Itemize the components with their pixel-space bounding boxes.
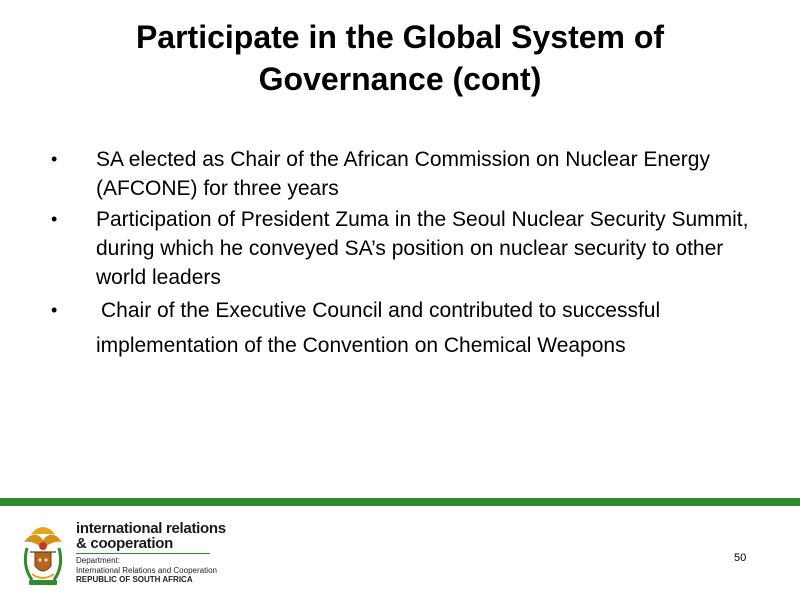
bullet-dot-icon: • <box>51 209 58 229</box>
department-block <box>76 556 217 585</box>
bullet-dot-icon: • <box>51 300 58 320</box>
south-africa-coat-of-arms-icon <box>18 522 68 588</box>
bullet-item-seoul-summit <box>0 205 800 292</box>
bullet-continuation-chemical-weapons <box>0 331 800 360</box>
bullet-text-seoul-summit: Participation of President Zuma in the Seoul Nuclear Security Summit, during which he conveyed SA’s position on nuclear security to other world leaders <box>96 208 749 289</box>
brand-divider <box>76 553 210 554</box>
slide-title <box>40 16 760 100</box>
department-name: International Relations and Cooperation <box>76 565 217 575</box>
bullet-list <box>0 145 800 362</box>
brand-name <box>76 521 226 551</box>
footer-divider <box>0 498 800 506</box>
bullet-text-afcone: SA elected as Chair of the African Commission on Nuclear Energy (AFCONE) for three years <box>96 148 710 200</box>
department-label: Department: <box>76 556 121 565</box>
slide-title-line-1: Participate in the Global System of <box>135 19 665 55</box>
brand-name-line-2: & cooperation <box>76 535 173 552</box>
bullet-dot-icon: • <box>51 149 58 169</box>
bullet-item-executive-council <box>0 296 800 325</box>
bullet-text-executive-council-line-2: implementation of the Convention on Chemical Weapons <box>96 334 626 357</box>
slide-title-line-2: Governance (cont) <box>258 61 542 97</box>
bullet-item-afcone <box>0 145 800 203</box>
country-name: REPUBLIC OF SOUTH AFRICA <box>76 575 193 584</box>
bullet-text-executive-council-line-1: Chair of the Executive Council and contributed to successful <box>101 299 661 322</box>
page-number: 50 <box>734 552 747 564</box>
brand-name-line-1: international relations <box>76 520 226 537</box>
